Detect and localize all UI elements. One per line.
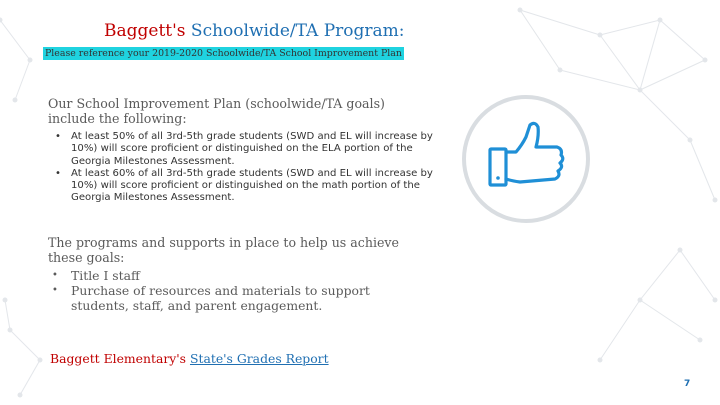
grades-report-line xyxy=(50,351,329,366)
goal-text: At least 50% of all 3rd-5th grade students (SWD and EL will increase by 10%) will score proficient or distinguished on the ELA portion of the Georgia Milestones Assessment. xyxy=(71,131,433,167)
goals-heading: Our School Improvement Plan (schoolwide/TA goals) include the following: xyxy=(48,96,385,126)
title-program: Schoolwide/TA Program: xyxy=(190,21,405,41)
bullet-dot: • xyxy=(55,167,61,179)
thumbs-up-icon xyxy=(456,89,596,229)
list-item xyxy=(52,168,452,205)
page-number: 7 xyxy=(684,379,691,389)
state-grades-report-link[interactable]: State's Grades Report xyxy=(189,351,329,366)
list-item xyxy=(50,268,430,283)
program-text: Purchase of resources and materials to support students, staff, and parent engagement. xyxy=(71,283,370,313)
subtitle-highlight: Please reference your 2019-2020 Schoolwide/TA School Improvement Plan xyxy=(45,48,402,59)
bullet-dot: • xyxy=(55,131,61,142)
program-text: Title I staff xyxy=(71,268,140,283)
bullet-dot: • xyxy=(52,270,58,281)
title-school-name: Baggett's xyxy=(104,21,191,41)
goal-text: At least 60% of all 3rd-5th grade students (SWD and EL will increase by 10%) will score proficient or distinguished on the math portion of the Georgia Milestones Assessment. xyxy=(71,167,433,204)
programs-heading: The programs and supports in place to help us achieve these goals: xyxy=(48,235,399,265)
list-item xyxy=(52,131,452,168)
bullet-dot: • xyxy=(52,285,58,296)
slide-title xyxy=(104,20,544,42)
footer-text: Baggett Elementary's xyxy=(50,351,190,366)
list-item xyxy=(50,283,430,313)
goals-list xyxy=(52,131,452,205)
programs-list xyxy=(50,268,430,313)
